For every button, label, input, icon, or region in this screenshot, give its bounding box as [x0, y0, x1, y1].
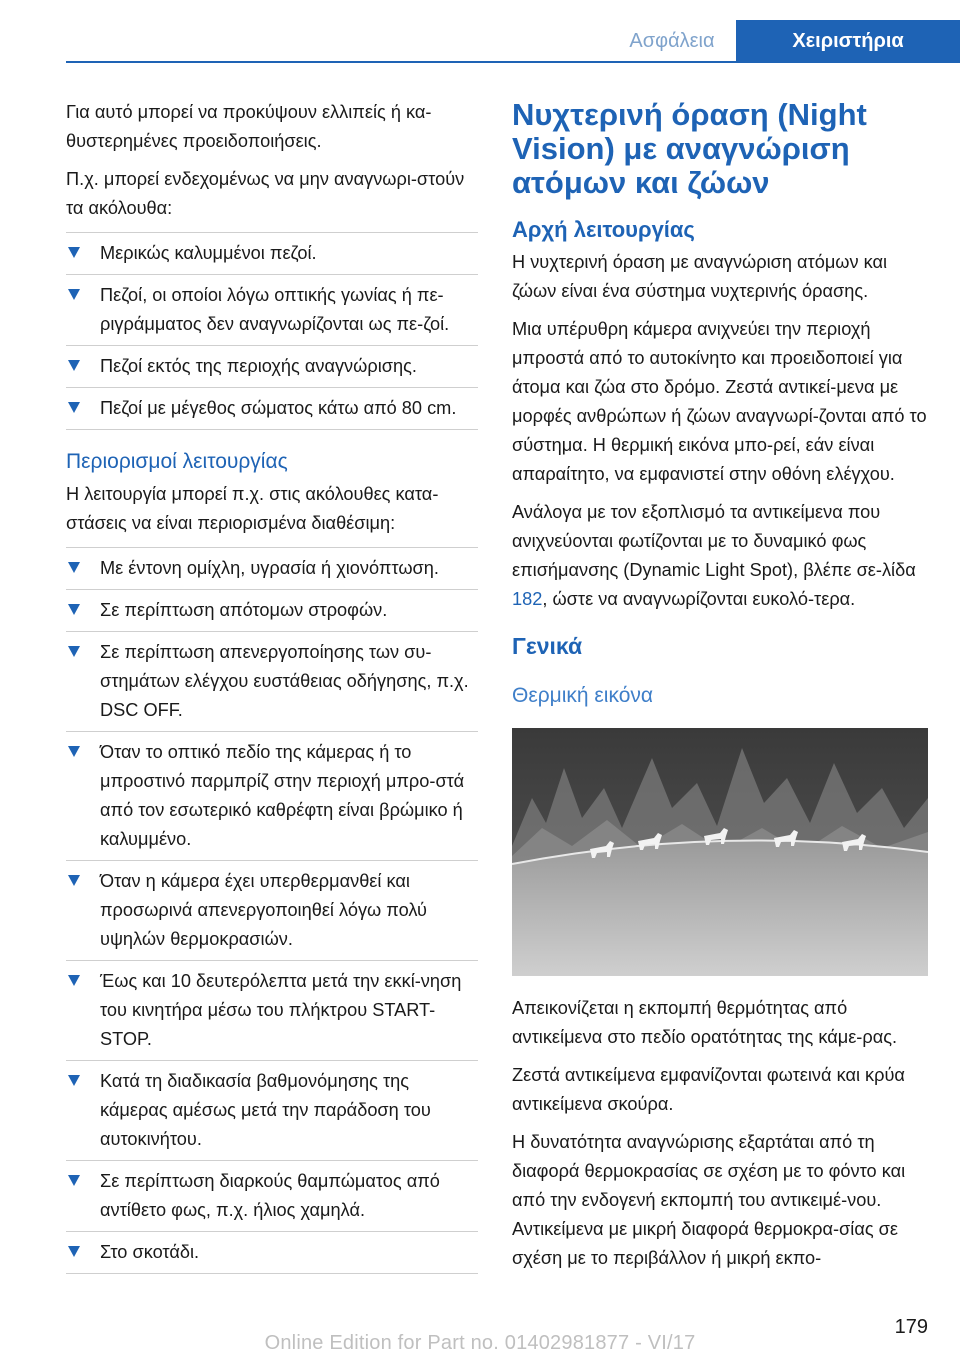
thermal-paragraph-2: Ζεστά αντικείμενα εμφανίζονται φωτεινά και κρύα αντικείμενα σκούρα.: [512, 1065, 905, 1114]
list-item: Όταν το οπτικό πεδίο της κάμερας ή το μπροστινό παρμπρίζ στην περιοχή μπρο‐στά από τον εσωτερικό καθρέφτη είναι βρώμικο ή καλυμμένο.: [66, 731, 478, 854]
not-detected-list: [66, 232, 478, 430]
list-item: Μερικώς καλυμμένοι πεζοί.: [66, 232, 478, 268]
header-rule: [66, 61, 960, 63]
thermal-paragraph-3: Η δυνατότητα αναγνώρισης εξαρτάται από τη διαφορά θερμοκρασίας σε σχέση με το φόντο και από την ενδογενή εκπομπή του αντικειμέ‐νου. Αντικείμενα με μικρή διαφορά θερμοκρα‐σίας σε σχέση με το περιβάλλον ή μικρή εκπο‐: [512, 1132, 906, 1268]
list-item: Έως και 10 δευτερόλεπτα μετά την εκκί‐νηση του κινητήρα μέσω του πλήκτρου START-STOP.: [66, 960, 478, 1054]
section-title: Νυχτερινή όραση (Night Vision) με αναγνώριση ατόμων και ζώων: [512, 97, 867, 200]
list-item: Κατά τη διαδικασία βαθμονόμησης της κάμερας αμέσως μετά την παράδοση του αυτοκινήτου.: [66, 1060, 478, 1154]
principle-heading: Αρχή λειτουργίας: [512, 217, 695, 242]
tab-safety[interactable]: Ασφάλεια: [629, 29, 715, 52]
general-heading: Γενικά: [512, 633, 583, 659]
footer-edition: Online Edition for Part no. 01402981877 - VI/17: [264, 1332, 696, 1354]
bullet-triangle-icon: [68, 1246, 80, 1257]
bullet-triangle-icon: [68, 875, 80, 886]
right-column: [512, 98, 928, 1282]
header-tabs: [608, 20, 960, 62]
list-item: Σε περίπτωση απενεργοποίησης των συ‐στημάτων ελέγχου ευστάθειας οδήγησης, π.χ. DSC OFF.: [66, 631, 478, 725]
bullet-triangle-icon: [68, 402, 80, 413]
list-item: Πεζοί εκτός της περιοχής αναγνώρισης.: [66, 345, 478, 381]
page-reference-link[interactable]: 182: [512, 589, 543, 609]
bullet-triangle-icon: [68, 289, 80, 300]
example-paragraph: Π.χ. μπορεί ενδεχομένως να μην αναγνωρι‐στούν τα ακόλουθα:: [66, 169, 465, 218]
bullet-triangle-icon: [68, 975, 80, 986]
list-item: Με έντονη ομίχλη, υγρασία ή χιονόπτωση.: [66, 547, 478, 583]
principle-paragraph-2: Μια υπέρυθρη κάμερα ανιχνεύει την περιοχή μπροστά από το αυτοκίνητο και προειδοποιεί για άτομα και ζώα στο δρόμο. Ζεστά αντικεί‐μενα με μορφές ανθρώπων ή ζώων αναγνωρί‐ζονται από το σύστημα. Η θερμική εικόνα μπο‐ρεί, εάν είναι απαραίτητο, να εμφανιστεί στην οθόνη ελέγχου.: [512, 319, 927, 484]
bullet-triangle-icon: [68, 604, 80, 615]
bullet-triangle-icon: [68, 746, 80, 757]
page-number: 179: [894, 1316, 928, 1338]
bullet-triangle-icon: [68, 1175, 80, 1186]
thermal-image-heading: Θερμική εικόνα: [512, 684, 654, 707]
list-item: Σε περίπτωση απότομων στροφών.: [66, 589, 478, 625]
principle-paragraph-3: Ανάλογα με τον εξοπλισμό τα αντικείμενα που ανιχνεύονται φωτίζονται με το δυναμικό φως επισήμανσης (Dynamic Light Spot), βλέπε σε‐λίδα 182, ώστε να αναγνωρίζονται ευκολό‐τερα.: [512, 502, 916, 609]
bullet-triangle-icon: [68, 1075, 80, 1086]
list-item: Πεζοί με μέγεθος σώματος κάτω από 80 cm.: [66, 387, 478, 423]
bullet-triangle-icon: [68, 360, 80, 371]
principle-paragraph-1: Η νυχτερινή όραση με αναγνώριση ατόμων και ζώων είναι ένα σύστημα νυχτερινής όρασης.: [512, 252, 888, 301]
bullet-triangle-icon: [68, 247, 80, 258]
list-item: Σε περίπτωση διαρκούς θαμπώματος από αντίθετο φως, π.χ. ήλιος χαμηλά.: [66, 1160, 478, 1225]
list-item: Στο σκοτάδι.: [66, 1231, 478, 1267]
limits-list: [66, 547, 478, 1274]
tab-controls[interactable]: Χειριστήρια: [736, 20, 960, 62]
thermal-image: [512, 728, 928, 976]
thermal-paragraph-1: Απεικονίζεται η εκπομπή θερμότητας από αντικείμενα στο πεδίο ορατότητας της κάμε‐ρας.: [512, 998, 898, 1047]
bullet-triangle-icon: [68, 562, 80, 573]
limits-intro: Η λειτουργία μπορεί π.χ. στις ακόλουθες κατα‐στάσεις να είναι περιορισμένα διαθέσιμη:: [66, 484, 439, 533]
left-column: [66, 98, 478, 1292]
bullet-triangle-icon: [68, 646, 80, 657]
limits-heading: Περιορισμοί λειτουργίας: [66, 450, 288, 473]
list-item: Όταν η κάμερα έχει υπερθερμανθεί και προσωρινά απενεργοποιηθεί λόγω πολύ υψηλών θερμοκρασιών.: [66, 860, 478, 954]
list-item: Πεζοί, οι οποίοι λόγω οπτικής γωνίας ή πε‐ριγράμματος δεν αναγνωρίζονται ως πε‐ζοί.: [66, 274, 478, 339]
intro-paragraph: Για αυτό μπορεί να προκύψουν ελλιπείς ή κα‐θυστερημένες προειδοποιήσεις.: [66, 102, 432, 151]
